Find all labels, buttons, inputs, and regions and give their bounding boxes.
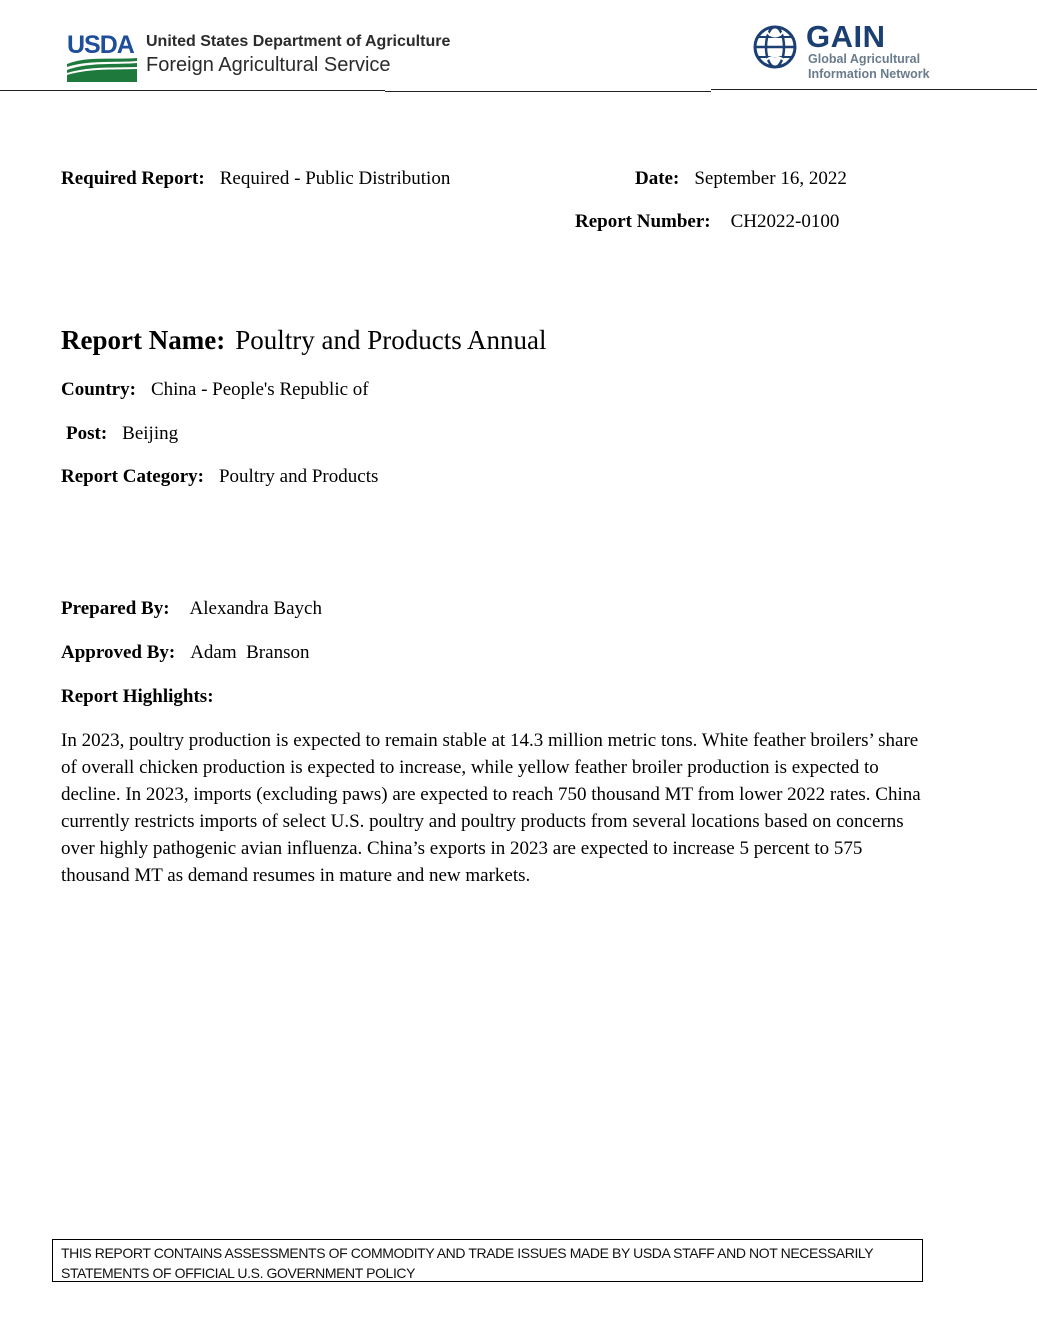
report-number-label: Report Number: — [575, 211, 711, 232]
required-report-label: Required Report: — [61, 168, 205, 189]
approved-by-value: Adam Branson — [190, 642, 310, 663]
usda-logo — [67, 31, 137, 81]
header-divider — [385, 91, 711, 92]
approved-by-line — [61, 642, 309, 664]
report-highlights-body — [61, 727, 921, 889]
report-highlights-heading — [61, 686, 214, 708]
usda-department-name: United States Department of Agriculture — [146, 33, 451, 50]
prepared-by-label: Prepared By: — [61, 598, 170, 619]
approved-by-label: Approved By: — [61, 642, 176, 663]
gain-globe-icon — [752, 24, 798, 70]
report-category-value: Poultry and Products — [218, 466, 379, 487]
report-name-value: Poultry and Products Annual — [235, 325, 547, 355]
required-report-line — [61, 168, 450, 190]
report-highlights-text: In 2023, poultry production is expected to remain stable at 14.3 million metric tons. White feather broilers’ share of overall chicken production is expected to increase, while yellow feather broiler production is expected to decline. In 2023, imports (excluding paws) are expected to reach 750 thousand MT from lower 2022 rates. China currently restricts imports of select U.S. poultry and poultry products from several locations based on concerns over highly pathogenic avian influenza. China’s exports in 2023 are expected to increase 5 percent to 575 thousand MT as demand resumes in mature and new markets. — [61, 730, 921, 886]
date-value: September 16, 2022 — [694, 168, 847, 189]
report-name-label: Report Name: — [61, 325, 226, 355]
gain-subtitle — [808, 52, 930, 82]
gain-subtitle-line2: Information Network — [808, 67, 930, 81]
disclaimer-text: THIS REPORT CONTAINS ASSESSMENTS OF COMMODITY AND TRADE ISSUES MADE BY USDA STAFF AND NOT NECESSARILY STATEMENTS OF OFFICIAL U.S. GOVERNMENT POLICY — [61, 1245, 873, 1281]
usda-abbrev: USDA — [67, 31, 134, 59]
report-highlights-label: Report Highlights: — [61, 686, 214, 707]
report-name-line — [61, 324, 546, 356]
country-line — [61, 379, 369, 401]
post-value: Beijing — [122, 423, 179, 444]
prepared-by-value: Alexandra Baych — [189, 598, 322, 619]
report-category-label: Report Category: — [61, 466, 204, 487]
header-divider — [0, 90, 385, 91]
date-label: Date: — [635, 168, 680, 189]
gain-wordmark: GAIN — [806, 19, 886, 54]
country-value: China - People's Republic of — [150, 379, 369, 400]
post-label: Post: — [66, 423, 108, 444]
prepared-by-line — [61, 598, 322, 620]
header-divider — [711, 89, 1037, 90]
gain-subtitle-line1: Global Agricultural — [808, 52, 921, 66]
report-number-value: CH2022-0100 — [730, 211, 840, 232]
country-label: Country: — [61, 379, 136, 400]
report-category-line — [61, 466, 378, 488]
required-report-value: Required - Public Distribution — [219, 168, 451, 189]
usda-agency-name: Foreign Agricultural Service — [146, 54, 391, 76]
disclaimer-box — [52, 1239, 923, 1282]
usda-fields-icon — [67, 58, 137, 82]
date-line — [635, 168, 847, 190]
post-line — [66, 423, 178, 445]
report-number-line — [575, 211, 839, 233]
